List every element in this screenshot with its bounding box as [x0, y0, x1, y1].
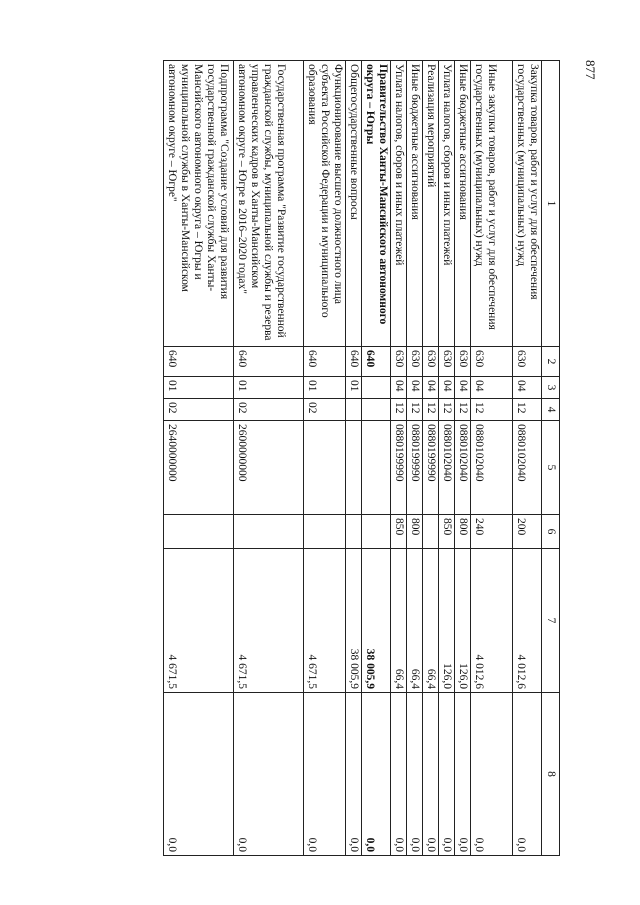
cell-subsection: 12	[513, 399, 542, 421]
cell-amount-2: 0,0	[304, 693, 346, 856]
header-cell: 2	[542, 347, 560, 377]
cell-expense-type	[304, 515, 346, 549]
cell-target-article: 2640000000	[164, 421, 234, 515]
header-row	[542, 61, 560, 856]
cell-amount: 38 005,9	[346, 549, 362, 693]
table-row	[164, 61, 234, 856]
row-name-cell: Государственная программа "Развитие государственной гражданской службы, муниципальной службы и резерва управленческих кадров в Ханты-Мансийском автономном округе – Югре в 2016–2020 годах"	[234, 61, 304, 347]
row-name-cell: Иные закупки товаров, работ и услуг для обеспечения государственных (муниципальных) нужд	[471, 61, 513, 347]
cell-expense-type: 800	[455, 515, 471, 549]
cell-amount: 66,4	[423, 549, 439, 693]
cell-target-article	[304, 421, 346, 515]
cell-target-article: 0880199990	[391, 421, 407, 515]
header-cell: 4	[542, 399, 560, 421]
cell-section	[362, 377, 391, 399]
row-name-cell: Подпрограмма "Создание условий для развития государственной гражданской службы Ханты-Мансийского автономного округа – Югры и муниципальной службы в Ханты-Мансийском автономном округе – Югре"	[164, 61, 234, 347]
cell-subsection: 02	[304, 399, 346, 421]
cell-amount-2: 0,0	[439, 693, 455, 856]
cell-subsection: 12	[423, 399, 439, 421]
budget-table	[163, 60, 560, 856]
cell-code: 640	[234, 347, 304, 377]
cell-subsection: 12	[407, 399, 423, 421]
cell-section: 01	[164, 377, 234, 399]
table-row	[471, 61, 513, 856]
cell-subsection	[346, 399, 362, 421]
cell-code: 640	[346, 347, 362, 377]
cell-expense-type	[346, 515, 362, 549]
cell-section: 04	[455, 377, 471, 399]
cell-amount: 66,4	[407, 549, 423, 693]
cell-code: 640	[164, 347, 234, 377]
cell-section: 01	[346, 377, 362, 399]
cell-subsection: 12	[391, 399, 407, 421]
cell-amount: 4 671,5	[164, 549, 234, 693]
cell-target-article: 0880102040	[513, 421, 542, 515]
row-name-cell: Реализация мероприятий	[423, 61, 439, 347]
cell-expense-type: 200	[513, 515, 542, 549]
cell-code: 630	[423, 347, 439, 377]
cell-amount: 38 005,9	[362, 549, 391, 693]
header-cell: 1	[542, 61, 560, 347]
cell-expense-type: 800	[407, 515, 423, 549]
cell-amount: 4 012,6	[471, 549, 513, 693]
cell-target-article: 0880102040	[471, 421, 513, 515]
table-row	[234, 61, 304, 856]
cell-section: 04	[423, 377, 439, 399]
cell-code: 640	[362, 347, 391, 377]
cell-amount-2: 0,0	[455, 693, 471, 856]
cell-section: 04	[513, 377, 542, 399]
table-body	[164, 61, 560, 856]
cell-section: 04	[471, 377, 513, 399]
table-row	[407, 61, 423, 856]
cell-code: 640	[304, 347, 346, 377]
cell-amount-2: 0,0	[346, 693, 362, 856]
cell-code: 630	[455, 347, 471, 377]
row-name-cell: Уплата налогов, сборов и иных платежей	[391, 61, 407, 347]
row-name-cell: Иные бюджетные ассигнования	[407, 61, 423, 347]
header-cell: 6	[542, 515, 560, 549]
cell-amount: 66,4	[391, 549, 407, 693]
cell-code: 630	[513, 347, 542, 377]
cell-code: 630	[407, 347, 423, 377]
cell-section: 01	[234, 377, 304, 399]
table-row	[362, 61, 391, 856]
table-row	[439, 61, 455, 856]
cell-section: 04	[439, 377, 455, 399]
cell-amount: 4 671,5	[234, 549, 304, 693]
cell-amount-2: 0,0	[391, 693, 407, 856]
cell-subsection: 12	[439, 399, 455, 421]
table-row	[423, 61, 439, 856]
header-cell: 7	[542, 549, 560, 693]
cell-amount: 126,0	[439, 549, 455, 693]
row-name-cell: Уплата налогов, сборов и иных платежей	[439, 61, 455, 347]
row-name-cell: Закупка товаров, работ и услуг для обеспечения государственных (муниципальных) нужд	[513, 61, 542, 347]
cell-amount-2: 0,0	[362, 693, 391, 856]
cell-subsection: 02	[234, 399, 304, 421]
row-name-cell: Функционирование высшего должностного лица субъекта Российской Федерации и муниципального образования	[304, 61, 346, 347]
cell-target-article	[346, 421, 362, 515]
cell-target-article: 0880102040	[455, 421, 471, 515]
cell-section: 01	[304, 377, 346, 399]
cell-target-article	[362, 421, 391, 515]
header-cell: 3	[542, 377, 560, 399]
cell-amount: 126,0	[455, 549, 471, 693]
cell-amount-2: 0,0	[407, 693, 423, 856]
cell-amount-2: 0,0	[471, 693, 513, 856]
table-row	[304, 61, 346, 856]
cell-subsection: 02	[164, 399, 234, 421]
header-cell: 5	[542, 421, 560, 515]
cell-amount: 4 671,5	[304, 549, 346, 693]
page-number: 877	[583, 60, 598, 80]
row-name-cell: Правительство Ханты-Мансийского автономного округа – Югры	[362, 61, 391, 347]
cell-subsection: 12	[455, 399, 471, 421]
table-row	[455, 61, 471, 856]
cell-expense-type: 240	[471, 515, 513, 549]
cell-code: 630	[391, 347, 407, 377]
cell-section: 04	[407, 377, 423, 399]
cell-target-article: 0880199990	[423, 421, 439, 515]
cell-expense-type	[362, 515, 391, 549]
cell-amount: 4 012,6	[513, 549, 542, 693]
table-row	[513, 61, 542, 856]
cell-code: 630	[439, 347, 455, 377]
table-row	[346, 61, 362, 856]
row-name-cell: Общегосударственные вопросы	[346, 61, 362, 347]
cell-section: 04	[391, 377, 407, 399]
cell-amount-2: 0,0	[234, 693, 304, 856]
cell-target-article: 0880199990	[407, 421, 423, 515]
cell-expense-type	[164, 515, 234, 549]
cell-amount-2: 0,0	[513, 693, 542, 856]
cell-subsection: 12	[471, 399, 513, 421]
header-cell: 8	[542, 693, 560, 856]
cell-target-article: 0880102040	[439, 421, 455, 515]
row-name-cell: Иные бюджетные ассигнования	[455, 61, 471, 347]
cell-target-article: 2600000000	[234, 421, 304, 515]
cell-subsection	[362, 399, 391, 421]
cell-amount-2: 0,0	[423, 693, 439, 856]
cell-expense-type	[234, 515, 304, 549]
table-row	[391, 61, 407, 856]
cell-expense-type: 850	[439, 515, 455, 549]
cell-amount-2: 0,0	[164, 693, 234, 856]
cell-code: 630	[471, 347, 513, 377]
budget-table-container	[80, 60, 560, 855]
cell-expense-type	[423, 515, 439, 549]
cell-expense-type: 850	[391, 515, 407, 549]
